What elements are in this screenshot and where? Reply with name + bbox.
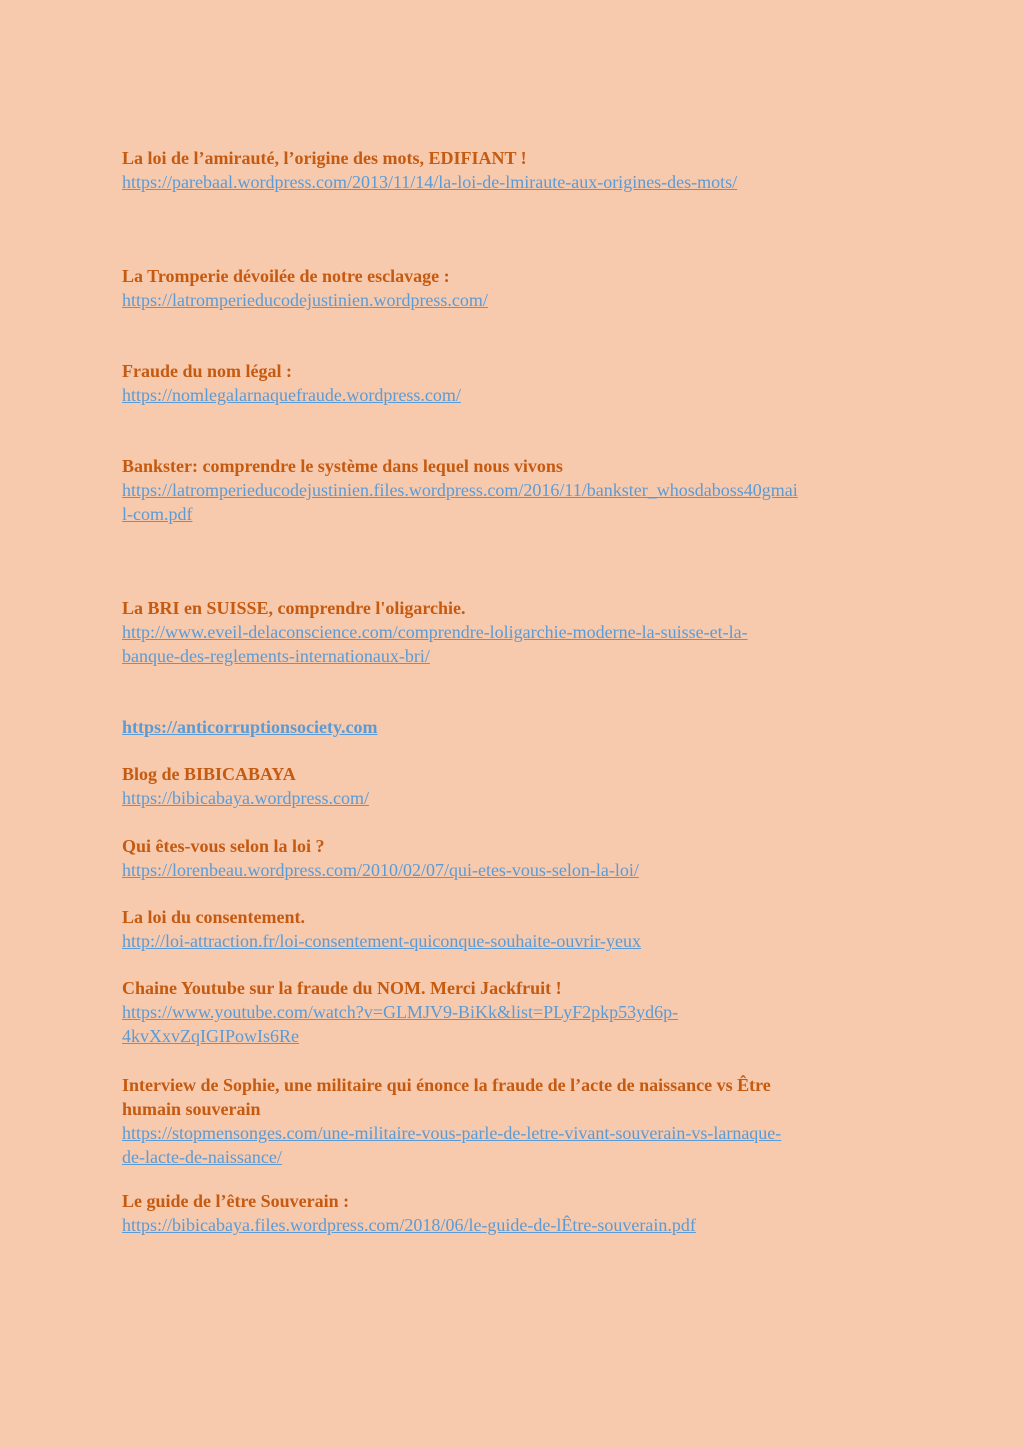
link-line: https://lorenbeau.wordpress.com/2010/02/07/qui-etes-vous-selon-la-loi/	[122, 860, 639, 880]
entry-bibicabaya-blog	[122, 762, 902, 810]
entry-link[interactable]	[122, 288, 902, 312]
entry-link[interactable]	[122, 858, 902, 882]
entry-title: La loi du consentement.	[122, 907, 306, 927]
entry-amiraute	[122, 146, 902, 194]
entry-loi-consentement	[122, 905, 902, 953]
entry-tromperie	[122, 264, 902, 312]
link-line: http://www.eveil-delaconscience.com/comprendre-loligarchie-moderne-la-suisse-et-la-	[122, 622, 748, 642]
entry-link[interactable]	[122, 929, 902, 953]
link-line: https://www.youtube.com/watch?v=GLMJV9-BiKk&list=PLyF2pkp53yd6p-	[122, 1002, 679, 1022]
entry-link[interactable]	[122, 620, 902, 668]
entry-bankster	[122, 454, 902, 526]
entry-title	[122, 1073, 902, 1121]
entry-link[interactable]	[122, 170, 902, 194]
entry-youtube-chaine	[122, 976, 902, 1048]
entry-qui-etes-vous	[122, 834, 902, 882]
entry-interview-sophie	[122, 1073, 902, 1169]
entry-title: Qui êtes-vous selon la loi ?	[122, 836, 325, 856]
entry-link[interactable]	[122, 478, 902, 526]
entry-link[interactable]	[122, 786, 902, 810]
title-line: Interview de Sophie, une militaire qui énonce la fraude de l’acte de naissance vs Être	[122, 1075, 771, 1095]
entry-title: La loi de l’amirauté, l’origine des mots, EDIFIANT !	[122, 148, 527, 168]
entry-link[interactable]	[122, 383, 902, 407]
entry-title: La Tromperie dévoilée de notre esclavage :	[122, 266, 450, 286]
link-line: https://bibicabaya.wordpress.com/	[122, 788, 369, 808]
link-line: https://anticorruptionsociety.com	[122, 717, 378, 737]
link-line: banque-des-reglements-internationaux-bri/	[122, 646, 430, 666]
entry-title: Blog de BIBICABAYA	[122, 764, 296, 784]
link-line: https://bibicabaya.files.wordpress.com/2018/06/le-guide-de-lÊtre-souverain.pdf	[122, 1215, 696, 1235]
entry-guide-etre-souverain	[122, 1189, 902, 1237]
link-line: https://nomlegalarnaquefraude.wordpress.com/	[122, 385, 461, 405]
link-line: https://latromperieducodejustinien.files.wordpress.com/2016/11/bankster_whosdaboss40gmai	[122, 480, 798, 500]
link-line: de-lacte-de-naissance/	[122, 1147, 282, 1167]
link-line: http://loi-attraction.fr/loi-consentement-quiconque-souhaite-ouvrir-yeux	[122, 931, 641, 951]
title-line: humain souverain	[122, 1099, 261, 1119]
entry-title: Chaine Youtube sur la fraude du NOM. Merci Jackfruit !	[122, 978, 562, 998]
link-line: l-com.pdf	[122, 504, 193, 524]
link-line: https://latromperieducodejustinien.wordpress.com/	[122, 290, 488, 310]
entry-title: La BRI en SUISSE, comprendre l'oligarchie.	[122, 598, 466, 618]
link-line: https://parebaal.wordpress.com/2013/11/14/la-loi-de-lmiraute-aux-origines-des-mots/	[122, 172, 738, 192]
entry-link[interactable]	[122, 715, 902, 739]
entry-title: Fraude du nom légal :	[122, 361, 293, 381]
entry-link[interactable]	[122, 1000, 902, 1048]
link-line: https://stopmensonges.com/une-militaire-vous-parle-de-letre-vivant-souverain-vs-larnaque-	[122, 1123, 782, 1143]
entry-anticorruption	[122, 715, 902, 739]
entry-title: Bankster: comprendre le système dans lequel nous vivons	[122, 456, 563, 476]
entry-link[interactable]	[122, 1213, 902, 1237]
entry-fraude-nom-legal	[122, 359, 902, 407]
link-line: 4kvXxvZqIGIPowIs6Re	[122, 1026, 299, 1046]
entry-title: Le guide de l’être Souverain :	[122, 1191, 350, 1211]
entry-link[interactable]	[122, 1121, 902, 1169]
entry-bri-suisse	[122, 596, 902, 668]
